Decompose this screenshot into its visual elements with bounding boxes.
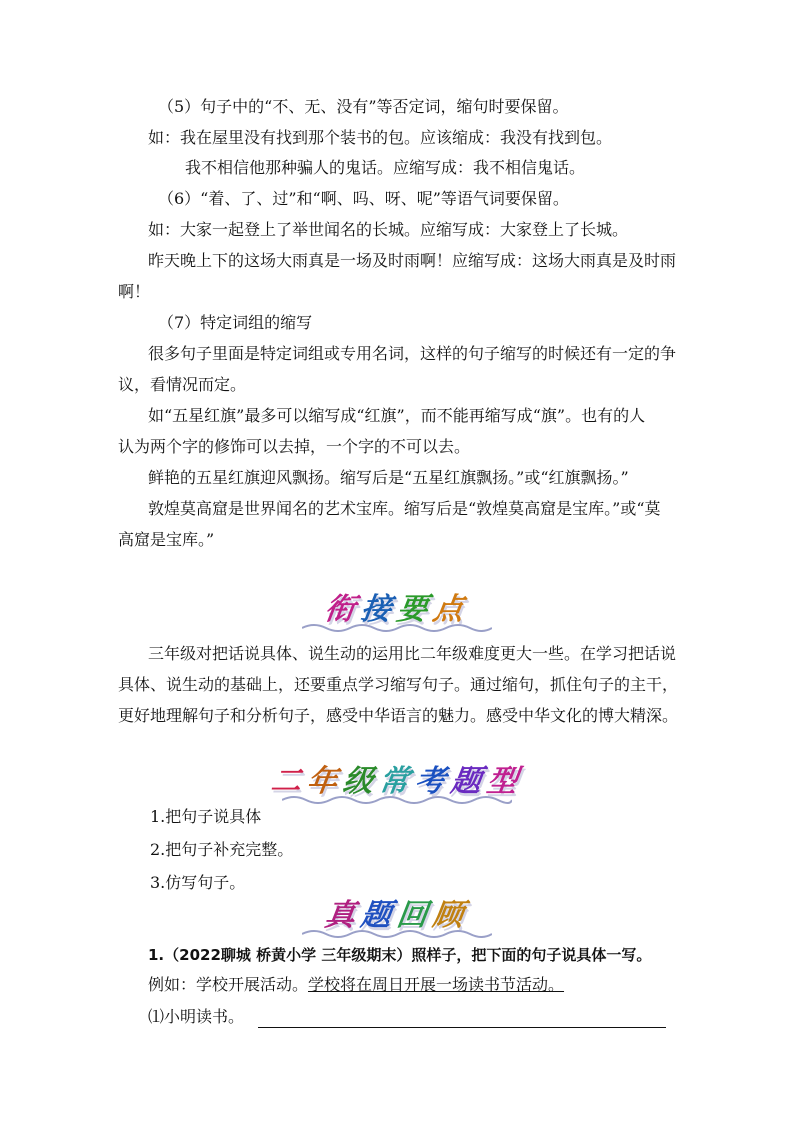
example-line: 鲜艳的五星红旗迎风飘扬。缩写后是“五星红旗飘扬。”或“红旗飘扬。” [148, 468, 629, 487]
example-line: 敦煌莫高窟是世界闻名的艺术宝库。缩写后是“敦煌莫高窟是宝库。”或“莫 [148, 499, 661, 518]
question-1: 1.（2022聊城 桥黄小学 三年级期末）照样子，把下面的句子说具体一写。 [148, 946, 652, 964]
example-line: 高窟是宝库。” [118, 530, 215, 549]
paragraph-line: 更好地理解句子和分析句子，感受中华语言的魅力。感受中华文化的博大精深。 [118, 706, 679, 725]
item-label: ⑴小明读书。 [148, 1007, 245, 1026]
heading-question-types [0, 762, 794, 802]
heading-review [0, 896, 794, 936]
example-line: 我不相信他那种骗人的鬼话。应缩写成：我不相信鬼话。 [185, 158, 586, 177]
heading-char: 年 [304, 764, 346, 799]
paragraph-line: 很多句子里面是特定词组或专用名词，这样的句子缩写的时候还有一定的争 [148, 344, 677, 363]
heading-char: 衔 [322, 592, 364, 627]
example-line [148, 974, 564, 996]
answer-item-1 [148, 1006, 666, 1028]
example-line: 昨天晚上下的这场大雨真是一场及时雨啊！应缩写成：这场大雨真是及时雨 [148, 251, 677, 270]
question-type-item: 3.仿写句子。 [150, 873, 246, 892]
heading-char: 考 [412, 764, 454, 799]
example-line: 如：我在屋里没有找到那个装书的包。应该缩成：我没有找到包。 [148, 128, 613, 147]
paragraph-line: 议，看情况而定。 [118, 375, 247, 394]
heading-char: 接 [358, 592, 400, 627]
rule-7: （7）特定词组的缩写 [158, 313, 313, 332]
wave-decoration [302, 928, 492, 938]
paragraph-line: 具体、说生动的基础上，还要重点学习缩写句子。通过缩句，抓住句子的主干， [118, 675, 679, 694]
wave-decoration [282, 794, 512, 804]
heading-char: 真 [322, 898, 364, 933]
heading-char: 级 [340, 764, 382, 799]
example-answer: 学校将在周日开展一场读书节活动。 [308, 975, 565, 994]
heading-char: 常 [376, 764, 418, 799]
example-line: 如：大家一起登上了举世闻名的长城。应缩写成：大家登上了长城。 [148, 220, 629, 239]
heading-char: 回 [394, 898, 436, 933]
heading-char: 要 [394, 592, 436, 627]
example-line: 啊！ [118, 282, 151, 301]
heading-char: 点 [430, 592, 472, 627]
rule-6: （6）“着、了、过”和“啊、吗、呀、呢”等语气词要保留。 [158, 189, 569, 208]
heading-char: 题 [358, 898, 400, 933]
question-type-item: 1.把句子说具体 [150, 807, 262, 826]
heading-char: 题 [448, 764, 490, 799]
paragraph-line: 如“五星红旗”最多可以缩写成“红旗”，而不能再缩写成“旗”。也有的人 [148, 406, 646, 425]
heading-char: 型 [484, 764, 526, 799]
paragraph-line: 三年级对把话说具体、说生动的运用比二年级难度更大一些。在学习把话说 [148, 644, 677, 663]
rule-5: （5）句子中的“不、无、没有”等否定词，缩句时要保留。 [158, 97, 569, 116]
heading-char: 二 [268, 764, 310, 799]
answer-blank[interactable] [258, 1011, 666, 1028]
heading-char: 顾 [430, 898, 472, 933]
paragraph-line: 认为两个字的修饰可以去掉，一个字的不可以去。 [118, 437, 471, 456]
example-prefix: 例如：学校开展活动。 [148, 975, 309, 994]
question-type-item: 2.把句子补充完整。 [150, 840, 294, 859]
wave-decoration [302, 622, 492, 632]
heading-xianjie-yaodian [0, 590, 794, 630]
